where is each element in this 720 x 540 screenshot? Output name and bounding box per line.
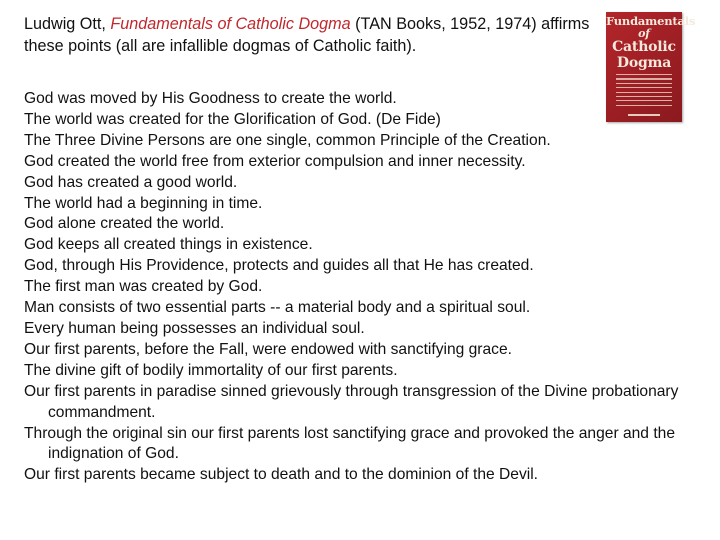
intro-paragraph [24,13,614,57]
list-item: Man consists of two essential parts -- a material body and a spiritual soul. [24,299,531,317]
list-item: Our first parents in paradise sinned grievously through transgression of the Divine probationary commandment. [24,382,679,421]
intro-prefix: Ludwig Ott, [24,15,111,33]
intro-suffix: (TAN Books, 1952, 1974) affirms these points (all are infallible dogmas of Catholic faith). [24,15,590,55]
list-item: The world was created for the Glorification of God. (De Fide) [24,110,441,128]
cover-title-line-4: Dogma [616,55,672,71]
list-item: Our first parents became subject to death and to the dominion of the Devil. [24,466,539,484]
list-item: God was moved by His Goodness to create the world. [24,90,397,107]
cover-title-line-2: of [638,27,650,40]
cover-title-line-3: Catholic [612,39,676,55]
list-item: God keeps all created things in existence. [24,236,313,254]
book-title: Fundamentals of Catholic Dogma [110,15,351,33]
dogma-list [24,89,704,486]
list-item: God alone created the world. [24,215,225,233]
list-item: Our first parents, before the Fall, were endowed with sanctifying grace. [24,340,512,358]
list-item: God has created a good world. [24,173,238,191]
list-item: God, through His Providence, protects and guides all that He has created. [24,257,534,275]
list-item: Every human being possesses an individual soul. [24,319,365,337]
cover-title-line-1: Fundamentals [606,14,696,28]
list-item: The world had a beginning in time. [24,194,263,212]
list-item: The Three Divine Persons are one single, common Principle of the Creation. [24,131,551,149]
list-item: The divine gift of bodily immortality of our first parents. [24,361,398,379]
list-item: The first man was created by God. [24,278,263,296]
list-item: Through the original sin our first parents lost sanctifying grace and provoked the anger and the indignation of God. [24,424,675,463]
list-item: God created the world free from exterior compulsion and inner necessity. [24,152,526,170]
